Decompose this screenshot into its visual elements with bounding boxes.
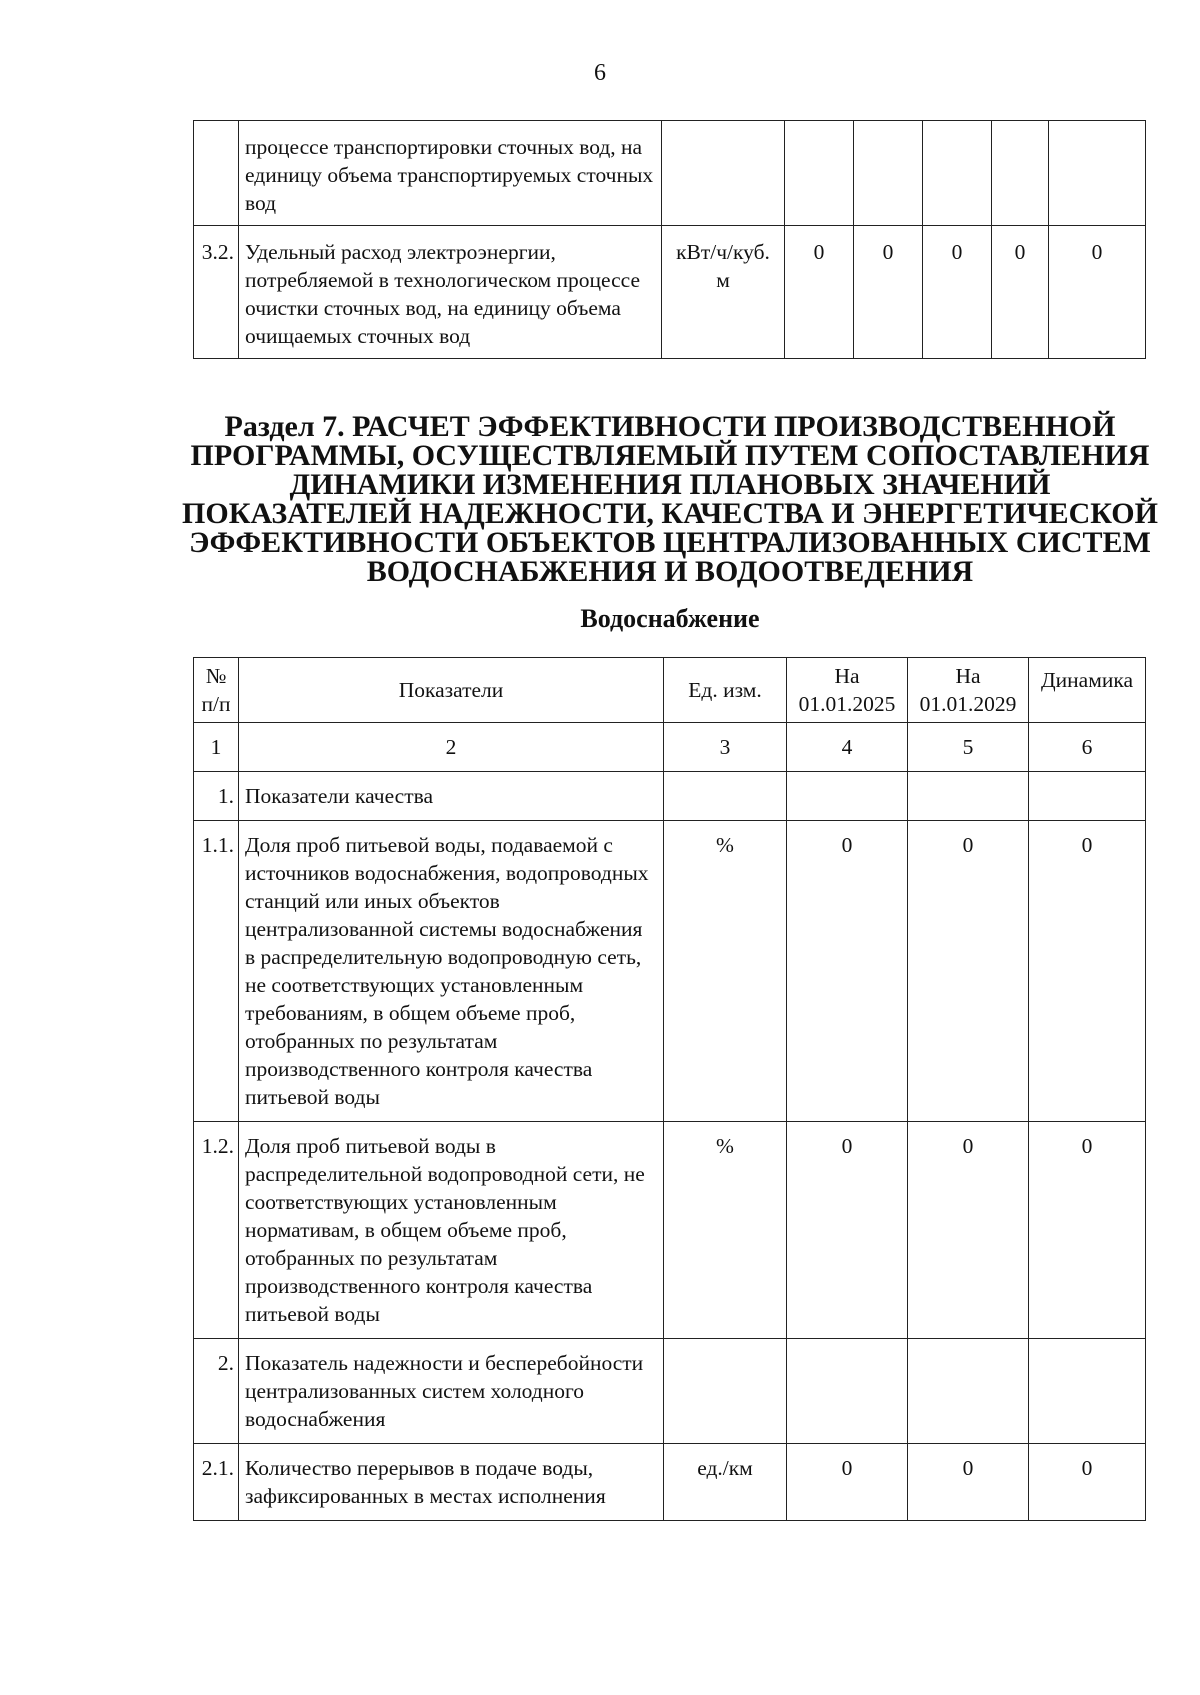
row-number: 1.1. (194, 821, 239, 1122)
value-cell (854, 121, 923, 226)
value-cell: 0 (854, 226, 923, 359)
table-row (194, 1339, 1146, 1444)
value-cell: 0 (992, 226, 1049, 359)
unit-cell (662, 121, 785, 226)
header-number: № п/п (194, 658, 239, 723)
column-number: 5 (908, 723, 1029, 772)
value-2025-cell: 0 (787, 1444, 908, 1521)
value-2029-cell (908, 1339, 1029, 1444)
indicator-cell: Показатель надежности и бесперебойности централизованных систем холодного водоснабжения (239, 1339, 664, 1444)
indicator-cell: Доля проб питьевой воды, подаваемой с источников водоснабжения, водопроводных станций или иных объектов централизованной системы водоснабжения в распределительную водопроводную сеть, не соответствующих установленным требованиям, в общем объеме проб, отобранных по результатам производственного контроля качества питьевой воды (239, 821, 664, 1122)
value-cell (992, 121, 1049, 226)
unit-cell (664, 772, 787, 821)
value-2025-cell (787, 1339, 908, 1444)
table-header-row (194, 658, 1146, 723)
column-numbers-row (194, 723, 1146, 772)
value-2029-cell: 0 (908, 1122, 1029, 1339)
dynamics-cell (1029, 772, 1146, 821)
indicator-cell: Доля проб питьевой воды в распределительной водопроводной сети, не соответствующих установленным нормативам, в общем объеме проб, отобранных по результатам производственного контроля качества питьевой воды (239, 1122, 664, 1339)
table-row (194, 772, 1146, 821)
indicator-cell: Удельный расход электроэнергии, потребляемой в технологическом процессе очистки сточных вод, на единицу объема очищаемых сточных вод (239, 226, 662, 359)
unit-cell (664, 1339, 787, 1444)
row-number: 1.2. (194, 1122, 239, 1339)
value-2029-cell: 0 (908, 1444, 1029, 1521)
value-2029-cell: 0 (908, 821, 1029, 1122)
header-date-2029: На 01.01.2029 (908, 658, 1029, 723)
value-cell: 0 (1049, 226, 1146, 359)
table-row (194, 226, 1146, 359)
value-2025-cell: 0 (787, 821, 908, 1122)
subsection-title: Водоснабжение (580, 604, 760, 633)
value-2025-cell (787, 772, 908, 821)
efficiency-table (193, 657, 1146, 1521)
dynamics-cell (1029, 1339, 1146, 1444)
row-number: 2. (194, 1339, 239, 1444)
value-cell (785, 121, 854, 226)
table-row (194, 121, 1146, 226)
indicator-cell: Показатели качества (239, 772, 664, 821)
header-indicator: Показатели (239, 658, 664, 723)
indicator-cell: процессе транспортировки сточных вод, на единицу объема транспортируемых сточных вод (239, 121, 662, 226)
unit-cell: % (664, 1122, 787, 1339)
dynamics-cell: 0 (1029, 1444, 1146, 1521)
value-cell: 0 (785, 226, 854, 359)
row-number: 2.1. (194, 1444, 239, 1521)
page-number: 6 (594, 60, 606, 86)
unit-cell: ед./км (664, 1444, 787, 1521)
unit-cell: кВт/ч/куб. м (662, 226, 785, 359)
row-number: 3.2. (194, 226, 239, 359)
value-cell: 0 (923, 226, 992, 359)
column-number: 4 (787, 723, 908, 772)
column-number: 2 (239, 723, 664, 772)
continued-table (193, 120, 1146, 359)
header-date-2025: На 01.01.2025 (787, 658, 908, 723)
table-row (194, 1444, 1146, 1521)
table-row (194, 821, 1146, 1122)
dynamics-cell: 0 (1029, 821, 1146, 1122)
table-row (194, 1122, 1146, 1339)
section-title: Раздел 7. РАСЧЕТ ЭФФЕКТИВНОСТИ ПРОИЗВОДСТВЕННОЙ ПРОГРАММЫ, ОСУЩЕСТВЛЯЕМЫЙ ПУТЕМ СОПОСТАВЛЕНИЯ ДИНАМИКИ ИЗМЕНЕНИЯ ПЛАНОВЫХ ЗНАЧЕНИЙ ПОКАЗАТЕЛЕЙ НАДЕЖНОСТИ, КАЧЕСТВА И ЭНЕРГЕТИЧЕСКОЙ ЭФФЕКТИВНОСТИ ОБЪЕКТОВ ЦЕНТРАЛИЗОВАННЫХ СИСТЕМ ВОДОСНАБЖЕНИЯ И ВОДООТВЕДЕНИЯ (182, 410, 1158, 588)
unit-cell: % (664, 821, 787, 1122)
value-2025-cell: 0 (787, 1122, 908, 1339)
value-cell (923, 121, 992, 226)
header-dynamics: Динамика (1029, 658, 1146, 723)
value-cell (1049, 121, 1146, 226)
column-number: 3 (664, 723, 787, 772)
dynamics-cell: 0 (1029, 1122, 1146, 1339)
indicator-cell: Количество перерывов в подаче воды, зафиксированных в местах исполнения (239, 1444, 664, 1521)
column-number: 6 (1029, 723, 1146, 772)
column-number: 1 (194, 723, 239, 772)
row-number: 1. (194, 772, 239, 821)
value-2029-cell (908, 772, 1029, 821)
header-unit: Ед. изм. (664, 658, 787, 723)
row-number (194, 121, 239, 226)
